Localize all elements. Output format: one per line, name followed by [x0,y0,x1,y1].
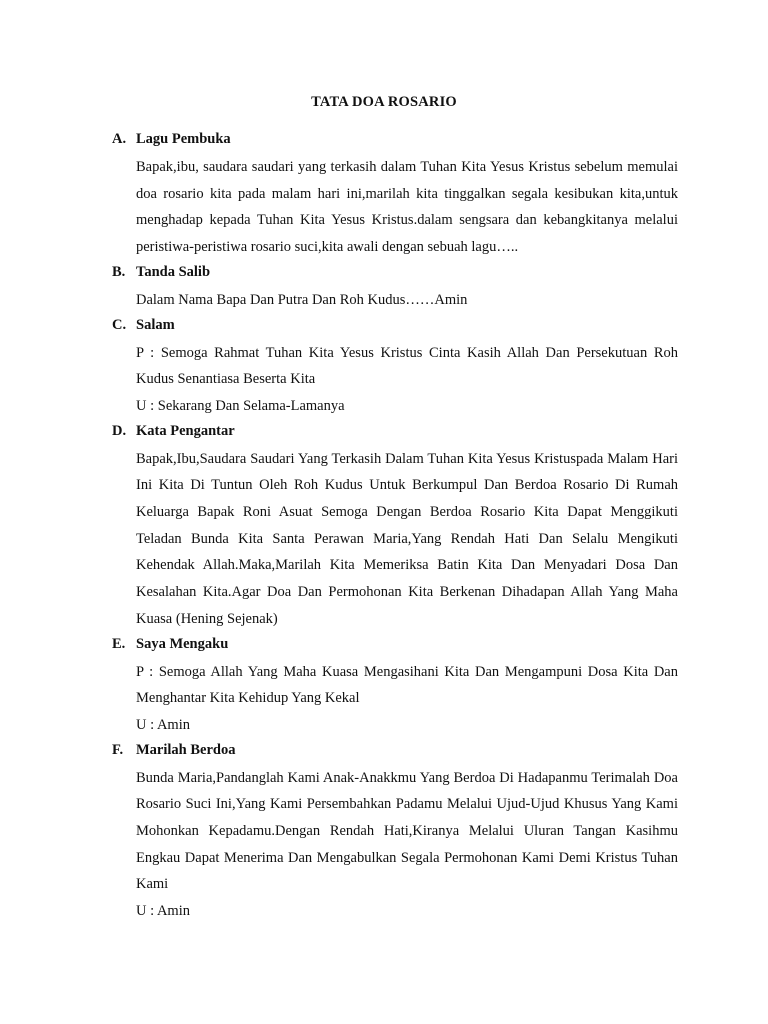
section-letter: C. [112,316,127,333]
section-heading [112,128,678,154]
section-title: Salam [136,316,175,333]
section-letter: A. [112,131,127,147]
section-heading [112,420,678,446]
section-kata-pengantar [112,420,678,633]
section-body [136,659,678,739]
section-heading [112,314,678,340]
section-body [136,446,678,633]
section-letter: D. [112,422,127,439]
section-saya-mengaku [112,633,678,739]
priest-line: P : Semoga Allah Yang Maha Kuasa Mengasihani Kita Dan Mengampuni Dosa Kita Dan Menghantar Kita Kehidup Yang Kekal [136,663,678,707]
section-body [136,154,678,261]
section-title: Lagu Pembuka [136,131,231,147]
section-title: Kata Pengantar [136,422,235,439]
section-body [136,765,678,925]
people-line: U : Amin [136,903,190,920]
section-salam [112,314,678,420]
section-heading [112,739,678,765]
section-heading [112,633,678,659]
section-title: Tanda Salib [136,263,211,280]
section-heading [112,261,678,287]
section-paragraph: Dalam Nama Bapa Dan Putra Dan Roh Kudus……Amin [136,291,468,308]
people-line: U : Amin [136,716,190,733]
section-lagu-pembuka [112,128,678,261]
document-title: TATA DOA ROSARIO [311,94,457,110]
priest-line: P : Semoga Rahmat Tuhan Kita Yesus Kristus Cinta Kasih Allah Dan Persekutuan Roh Kudus Senantiasa Beserta Kita [136,344,678,388]
section-tanda-salib [112,261,678,314]
document-content [112,128,678,925]
section-body [136,287,678,314]
section-letter: F. [112,741,124,758]
section-paragraph: Bunda Maria,Pandanglah Kami Anak-Anakkmu Yang Berdoa Di Hadapanmu Terimalah Doa Rosario Suci Ini,Yang Kami Persembahkan Padamu Melalui Ujud-Ujud Khusus Yang Kami Mohonkan Kepadamu.Dengan Rendah Hati,Kiranya Melalui Uluran Tangan Kasihmu Engkau Dapat Menerima Dan Mengabulkan Segala Permohonan Kami Demi Kristus Tuhan Kami [136,769,678,893]
section-marilah-berdoa [112,739,678,925]
people-line: U : Sekarang Dan Selama-Lamanya [136,397,345,414]
section-paragraph: Bapak,Ibu,Saudara Saudari Yang Terkasih Dalam Tuhan Kita Yesus Kristuspada Malam Hari Ini Kita Di Tuntun Oleh Roh Kudus Untuk Berkumpul Dan Berdoa Rosario Di Rumah Keluarga Bapak Roni Asuat Semoga Dengan Berdoa Rosario Kita Dapat Menggikuti Teladan Bunda Kita Santa Perawan Maria,Yang Rendah Hati Dan Selalu Mengikuti Kehendak Allah.Maka,Marilah Kita Memeriksa Batin Kita Dan Menyadari Dosa Dan Kesalahan Kita.Agar Doa Dan Permohonan Kita Berkenan Dihadapan Allah Yang Maha Kuasa (Hening Sejenak) [136,450,678,627]
section-paragraph: Bapak,ibu, saudara saudari yang terkasih dalam Tuhan Kita Yesus Kristus sebelum memulai doa rosario kita pada malam hari ini,marilah kita tinggalkan segala kesibukan kita,untuk menghadap kepada Tuhan Kita Yesus Kristus.dalam sengsara dan kebangkitanya melalui peristiwa-peristiwa rosario suci,kita awali dengan sebuah lagu….. [136,159,678,256]
section-letter: B. [112,263,126,280]
section-body [136,340,678,420]
section-letter: E. [112,635,126,652]
section-title: Marilah Berdoa [136,741,236,758]
section-title: Saya Mengaku [136,635,229,652]
